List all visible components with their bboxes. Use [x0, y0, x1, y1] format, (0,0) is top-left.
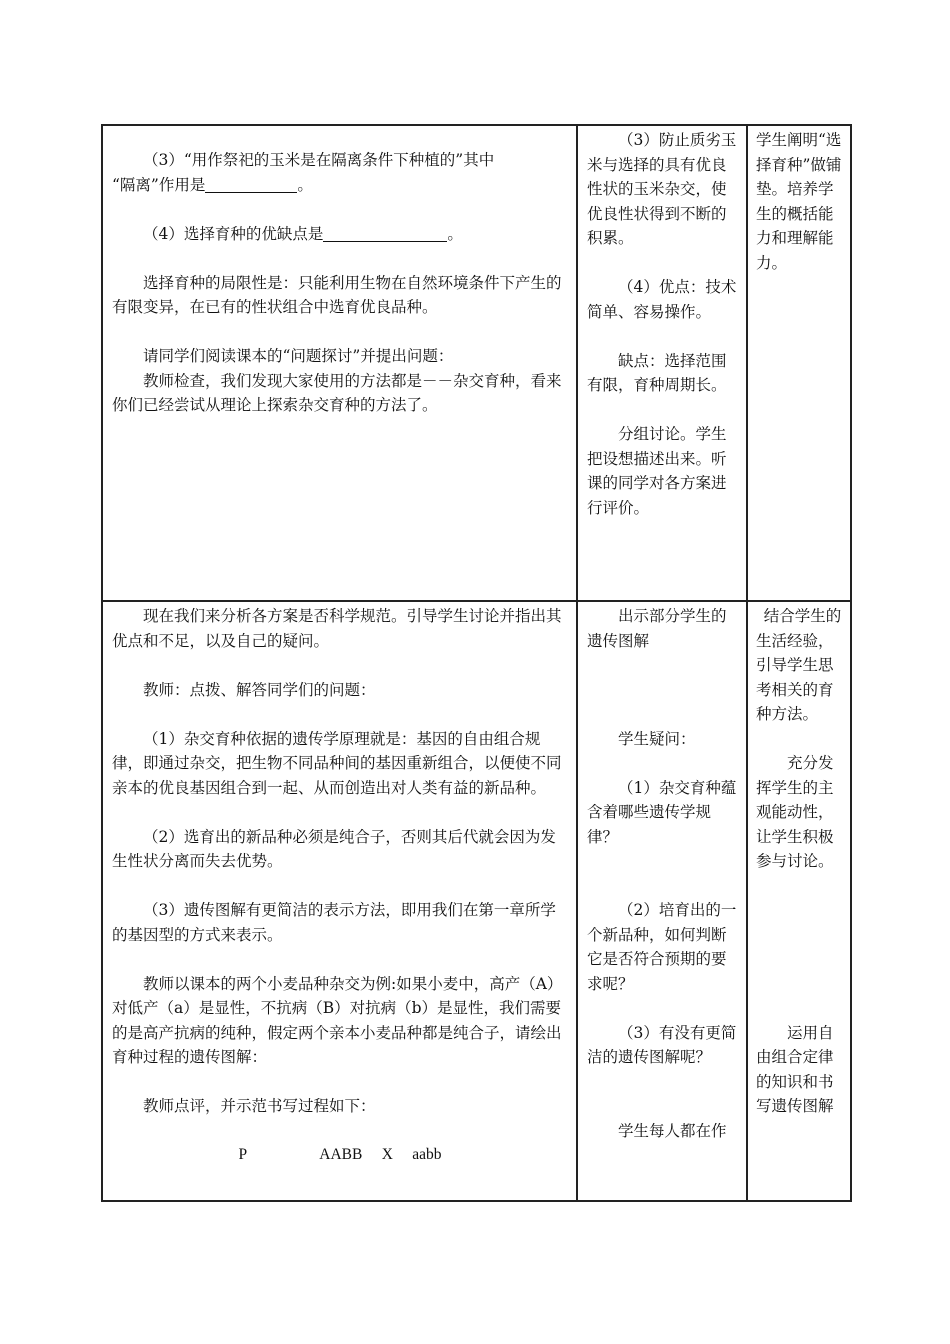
answer-blank — [323, 223, 447, 242]
point-3: （3）遗传图解有更简洁的表示方法，即用我们在第一章所学的基因型的方式来表示。 — [112, 901, 556, 944]
student-task: 学生每人都在作 — [618, 1121, 727, 1140]
punctuation: 。 — [297, 175, 313, 194]
point-1: （1）杂交育种依据的遗传学原理就是：基因的自由组合规律，即通过杂交，把生物不同品种间的基因重新组合，以便使不同亲本的优良基因组合到一起、从而创造出对人类有益的新品种。 — [112, 729, 562, 797]
punctuation: 。 — [447, 224, 463, 243]
student-activity-cell — [577, 125, 747, 601]
doubt-3: （3）有没有更简洁的遗传图解呢？ — [587, 1023, 737, 1066]
question-3-text: “隔离”作用是 — [112, 175, 206, 194]
analysis-paragraph: 现在我们来分析各方案是否科学规范。引导学生讨论并指出其优点和不足，以及自己的疑问。 — [112, 607, 562, 650]
design-intent-text: 学生阐明“选择育种”做铺垫。培养学生的概括能力和理解能力。 — [756, 131, 842, 272]
point-2: （2）选育出的新品种必须是纯合子，否则其后代就会因为发生性状分离而失去优势。 — [112, 827, 556, 870]
answer-blank — [205, 174, 297, 193]
question-3-line-1: （3）“用作祭祀的玉米是在隔离条件下种植的”其中 — [143, 151, 495, 169]
design-intent-2: 充分发挥学生的主观能动性，让学生积极参与讨论。 — [756, 754, 834, 870]
doubt-2: （2）培育出的一个新品种，如何判断它是否符合预期的要求呢？ — [587, 901, 737, 993]
design-intent-cell — [747, 125, 851, 601]
student-activity-cell — [577, 601, 747, 1201]
teacher-comment: 教师点评，并示范书写过程如下： — [143, 1097, 376, 1115]
teacher-guidance: 教师：点拨、解答同学们的问题： — [143, 680, 376, 699]
table-row — [102, 125, 851, 601]
table-row — [102, 601, 851, 1201]
answer-4-advantages: （4）优点：技术简单、容易操作。 — [587, 278, 737, 321]
group-discussion: 分组讨论。学生把设想描述出来。听课的同学对各方案进行评价。 — [587, 425, 727, 517]
design-intent-3: 运用自由组合定律的知识和书写遗传图解 — [756, 1023, 834, 1115]
answer-3: （3）防止质劣玉米与选择的具有优良性状的玉米杂交，使优良性状得到不断的积累。 — [587, 131, 737, 247]
teacher-activity-cell — [102, 601, 577, 1201]
question-4 — [112, 222, 568, 247]
question-3-line-2 — [112, 173, 568, 198]
answer-4-disadvantages: 缺点：选择范围有限，育种周期长。 — [587, 351, 727, 394]
question-4-text: （4）选择育种的优缺点是 — [143, 224, 324, 243]
design-intent-cell — [747, 601, 851, 1201]
teacher-activity-cell — [102, 125, 577, 601]
teacher-check-paragraph: 教师检查，我们发现大家使用的方法都是－－杂交育种，看来你们已经尝试从理论上探索杂交育种的方法了。 — [112, 371, 562, 414]
design-intent-1: 结合学生的生活经验，引导学生思考相关的育种方法。 — [756, 607, 842, 723]
lesson-plan-table — [101, 124, 852, 1202]
selection-limit-paragraph: 选择育种的局限性是：只能利用生物在自然环境条件下产生的有限变异，在已有的性状组合中选育优良品种。 — [112, 273, 562, 316]
student-doubts: 学生疑问： — [618, 729, 696, 748]
wheat-example: 教师以课本的两个小麦品种杂交为例:如果小麦中，高产（A）对低产（a）是显性，不抗病（B）对抗病（b）是显性，我们需要的是高产抗病的纯种，假定两个亲本小麦品种都是纯合子，请绘出育种过程的遗传图解： — [112, 974, 563, 1066]
read-instruction: 请同学们阅读课本的“问题探讨”并提出问题： — [143, 347, 454, 365]
genetic-cross-line: P AABB X aabb — [238, 1146, 442, 1163]
doubt-1: （1）杂交育种蕴含着哪些遗传学规律？ — [587, 778, 737, 846]
show-diagrams: 出示部分学生的遗传图解 — [587, 607, 727, 650]
